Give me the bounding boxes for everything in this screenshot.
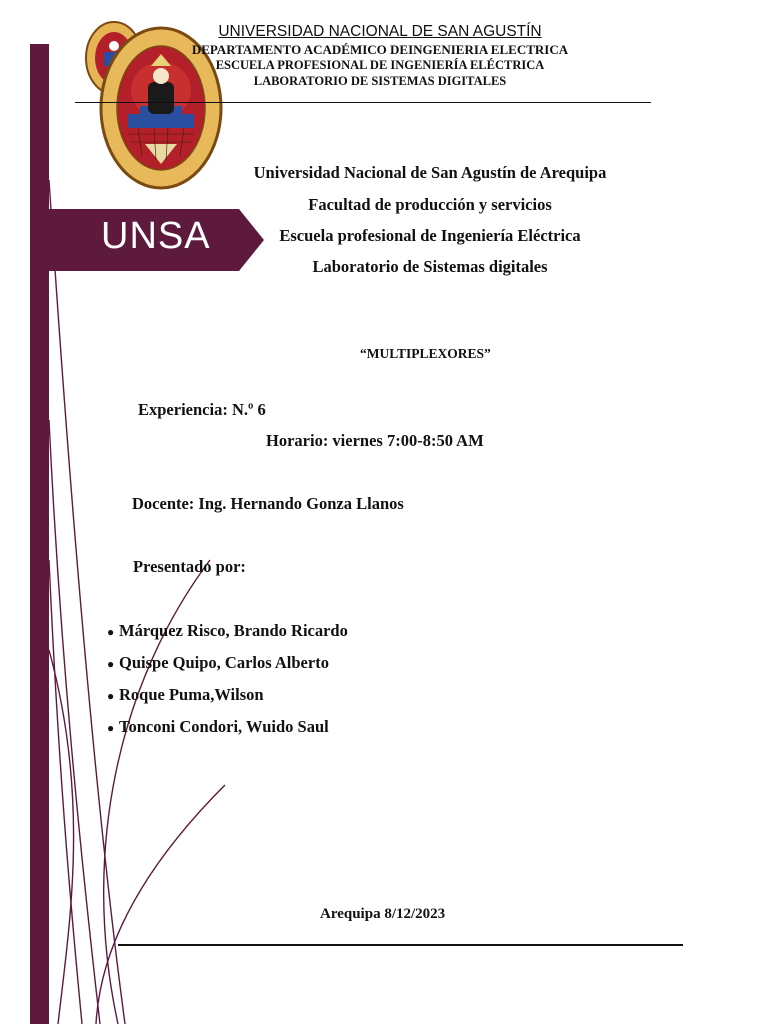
bullet-icon: ● [107,657,115,671]
student-name: Roque Puma,Wilson [119,685,264,704]
bullet-icon: ● [107,689,115,703]
student-name: Márquez Risco, Brando Ricardo [119,621,348,640]
list-item [107,683,348,715]
place-date: Arequipa 8/12/2023 [320,906,446,922]
bullet-icon: ● [107,625,115,639]
student-name: Quispe Quipo, Carlos Alberto [119,653,329,672]
title-lab: Laboratorio de Sistemas digitales [312,257,548,276]
title-university: Universidad Nacional de San Agustín de Arequipa [253,163,607,182]
bullet-icon: ● [107,721,115,735]
presentado-por-label: Presentado por: [133,557,246,576]
header-department: DEPARTAMENTO ACADÉMICO DEINGENIERIA ELECTRICA [191,42,569,57]
title-faculty: Facultad de producción y servicios [308,195,552,214]
header-lab: LABORATORIO DE SISTEMAS DIGITALES [253,74,507,88]
student-name: Tonconi Condori, Wuido Saul [119,717,329,736]
list-item [107,619,348,651]
list-item [107,651,348,683]
footer-divider [118,944,683,946]
list-item [107,715,348,747]
header-school: ESCUELA PROFESIONAL DE INGENIERÍA ELÉCTRICA [215,58,545,72]
topic-title: “MULTIPLEXORES” [360,346,491,361]
unsa-banner-text: UNSA [101,215,211,257]
horario-label: Horario: viernes 7:00-8:50 AM [266,431,484,450]
docente-label: Docente: Ing. Hernando Gonza Llanos [132,494,404,513]
header-divider [75,102,651,103]
header-university: UNIVERSIDAD NACIONAL DE SAN AGUSTÍN [218,23,542,40]
title-school: Escuela profesional de Ingeniería Eléctrica [279,226,581,245]
student-list [107,619,348,747]
experiencia-label: Experiencia: N.º 6 [138,400,266,419]
